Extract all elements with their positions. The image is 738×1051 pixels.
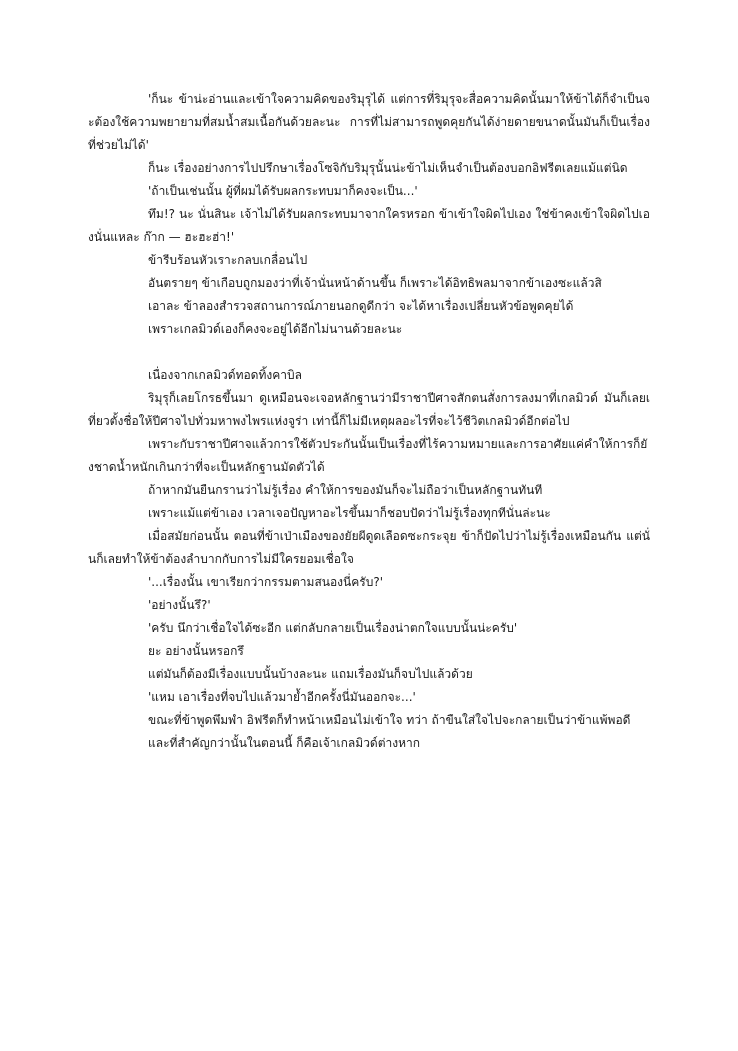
paragraph: ทึม!? นะ นั่นสินะ เจ้าไม่ได้รับผลกระทบมาจากใครหรอก ข้าเข้าใจผิดไปเอง ใช่ข้าคงเข้าใจผิดไปเองนั่นแหละ ก๊าก — ฮะฮะฮ่า!' bbox=[88, 207, 650, 244]
paragraph: อันตรายๆ ข้าเกือบถูกมองว่าที่เจ้านั่นหน้าด้านขึ้น ก็เพราะได้อิทธิพลมาจากข้าเองซะแล้วสิ bbox=[148, 276, 602, 290]
paragraph: 'ครับ นึกว่าเชื่อใจได้ซะอีก แต่กลับกลายเป็นเรื่องน่าตกใจแบบนั้นน่ะครับ' bbox=[148, 621, 518, 635]
paragraph: แต่มันก็ต้องมีเรื่องแบบนั้นบ้างละนะ แถมเรื่องมันก็จบไปแล้วด้วย bbox=[148, 667, 473, 681]
paragraph: เนื่องจากเกลมิวด์ทอดทิ้งคาบิล bbox=[148, 368, 302, 382]
paragraph: เพราะกับราชาปีศาจแล้วการใช้ตัวประกันนั้นเป็นเรื่องที่ไร้ความหมายและการอาศัยแค่คำให้การก็ยังชาดน้ำหนักเกินกว่าที่จะเป็นหลักฐานมัดตัวได้ bbox=[88, 437, 648, 474]
paragraph: '...เรื่องนั้น เขาเรียกว่ากรรมตามสนองนี่ครับ?' bbox=[148, 575, 384, 589]
document-body bbox=[88, 88, 650, 755]
paragraph: ก็นะ เรื่องอย่างการไปปรึกษาเรื่องโซจิกับริมุรุนั้นน่ะข้าไม่เห็นจำเป็นต้องบอกอิฟรีตเลยแม้แต่นิด bbox=[148, 161, 628, 175]
paragraph: ยะ อย่างนั้นหรอกรึ bbox=[148, 644, 244, 658]
paragraph: ถ้าหากมันยืนกรานว่าไม่รู้เรื่อง คำให้การของมันก็จะไม่ถือว่าเป็นหลักฐานทันที bbox=[148, 483, 543, 497]
paragraph: และที่สำคัญกว่านั้นในตอนนี้ ก็คือเจ้าเกลมิวด์ต่างหาก bbox=[148, 736, 421, 750]
paragraph: 'อย่างนั้นรึ?' bbox=[148, 598, 211, 612]
section-break bbox=[88, 341, 650, 364]
paragraph: 'แหม เอาเรื่องที่จบไปแล้วมาย้ำอีกครั้งนี่มันออกจะ...' bbox=[148, 690, 416, 704]
paragraph: เอาละ ข้าลองสำรวจสถานการณ์ภายนอกดูดีกว่า จะได้หาเรื่องเปลี่ยนหัวข้อพูดคุยได้ bbox=[148, 299, 574, 313]
paragraph: เพราะเกลมิวด์เองก็คงจะอยู่ได้อีกไม่นานด้วยละนะ bbox=[148, 322, 403, 336]
paragraph: 'ก็นะ ข้าน่ะอ่านและเข้าใจความคิดของริมุรุได้ แต่การที่ริมุรุจะสื่อความคิดนั้นมาให้ข้าได้ก็จำเป็นจะต้องใช้ความพยายามที่สมน้ำสมเนื้อกันด้วยละนะ การที่ไม่สามารถพูดคุยกันได้ง่ายดายขนาดนั้นมันก็เป็นเรื่องที่ช่วยไม่ได้' bbox=[88, 92, 650, 152]
paragraph: 'ถ้าเป็นเช่นนั้น ผู้ที่ผมได้รับผลกระทบมาก็คงจะเป็น...' bbox=[148, 184, 418, 198]
paragraph: ขณะที่ข้าพูดพึมพำ อิฟรีตก็ทำหน้าเหมือนไม่เข้าใจ ทว่า ถ้าขืนใส่ใจไปจะกลายเป็นว่าข้าแพ้พอดี bbox=[148, 713, 631, 727]
paragraph: ริมุรุก็เลยโกรธขึ้นมา ดูเหมือนจะเจอหลักฐานว่ามีราชาปีศาจสักตนสั่งการลงมาที่เกลมิวด์ มันก็เลยเที่ยวตั้งชื่อให้ปีศาจไปทั่วมหาพงไพรแห่งจูร่า เท่านี้ก็ไม่มีเหตุผลอะไรที่จะไว้ชีวิตเกลมิวด์อีกต่อไป bbox=[88, 391, 650, 428]
paragraph: ข้ารีบร้อนหัวเราะกลบเกลื่อนไป bbox=[148, 253, 308, 267]
paragraph: เมื่อสมัยก่อนนั้น ตอนที่ข้าเป่าเมืองของยัยผีดูดเลือดซะกระจุย ข้าก็ปัดไปว่าไม่รู้เรื่องเหมือนกัน แต่นั่นก็เลยทำให้ข้าต้องลำบากกับการไม่มีใครยอมเชื่อใจ bbox=[88, 529, 650, 566]
paragraph: เพราะแม้แต่ข้าเอง เวลาเจอปัญหาอะไรขึ้นมาก็ชอบปัดว่าไม่รู้เรื่องทุกทีนั่นล่ะนะ bbox=[148, 506, 551, 520]
